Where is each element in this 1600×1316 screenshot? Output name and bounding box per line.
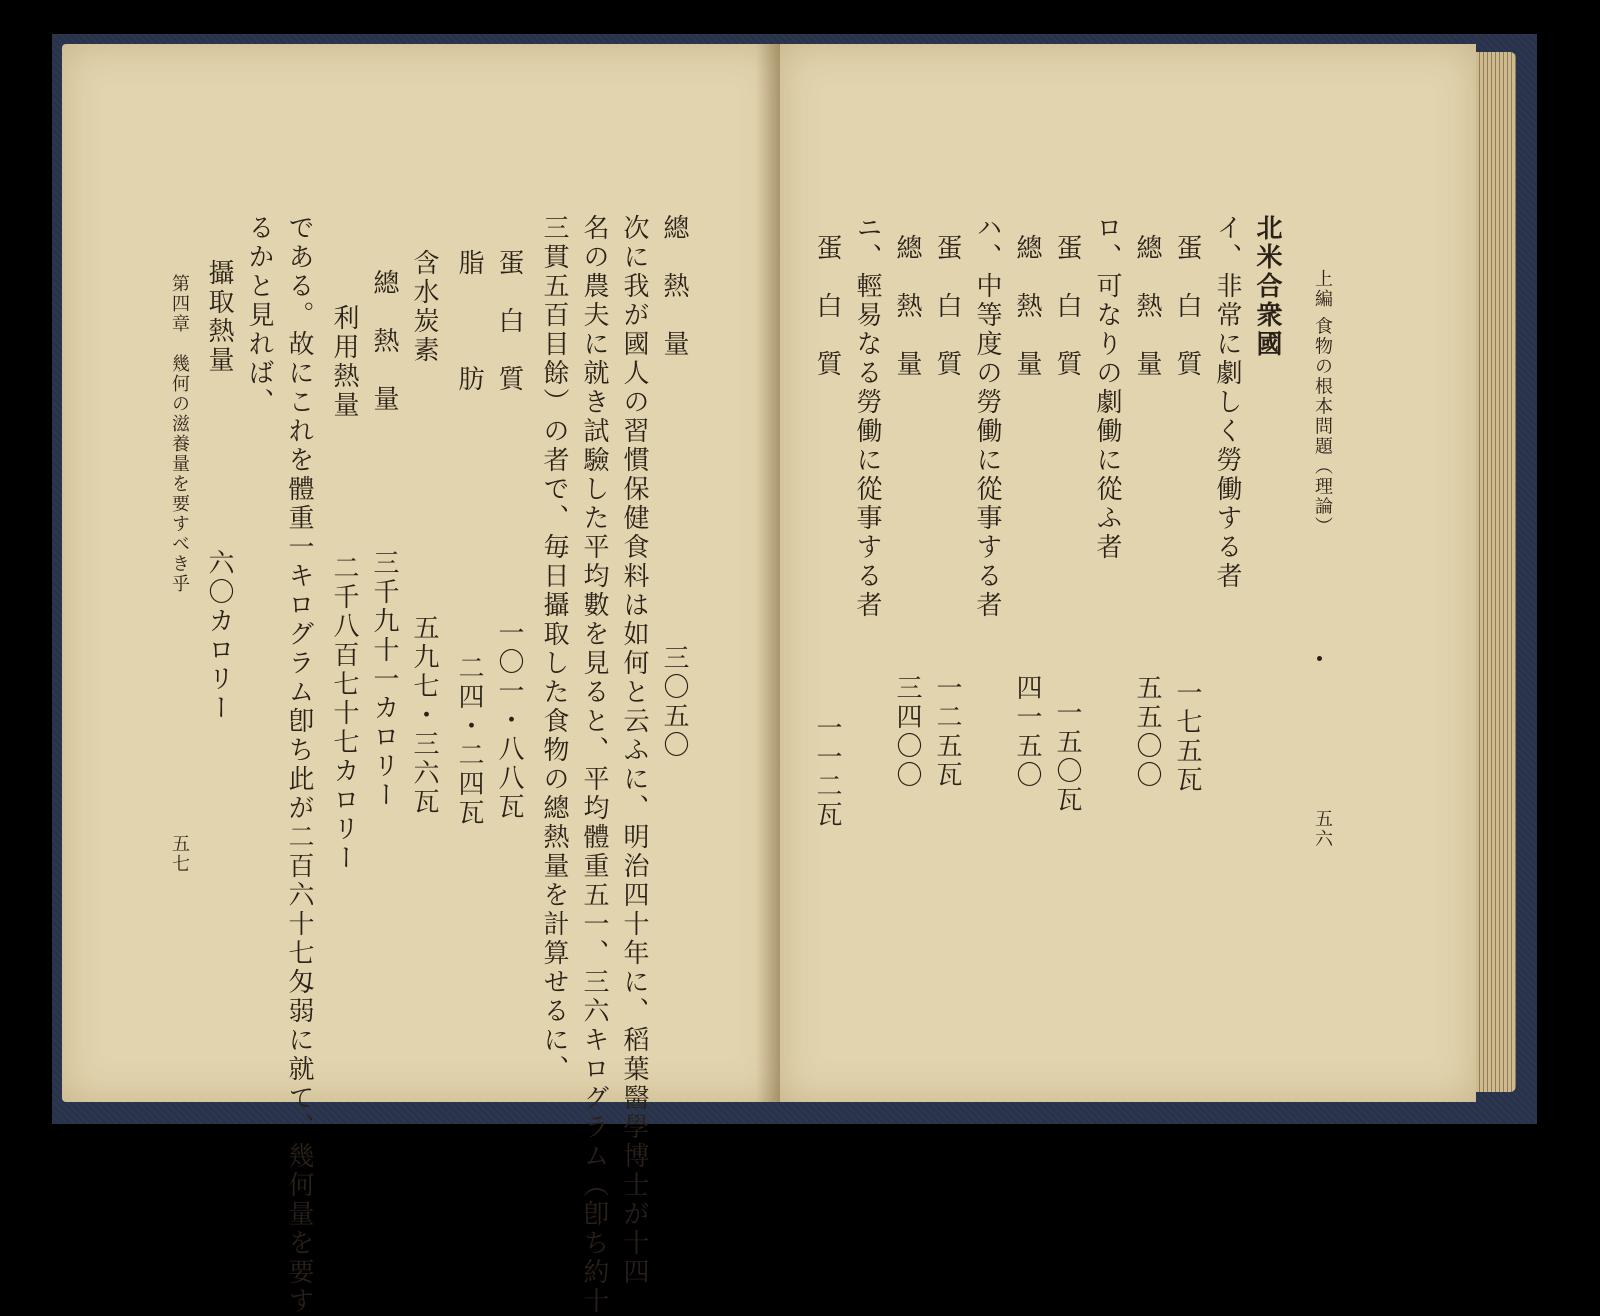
left-page — [62, 44, 780, 1316]
row-fat-label: 脂 肪 — [454, 249, 484, 394]
entry-i-total-value: 五五〇〇 — [1132, 674, 1162, 790]
para2-line1: である。故にこれを體重一キログラム卽ち此が二百六十七匁弱に就て、幾何量を要す — [284, 214, 314, 1316]
page-edges — [1476, 52, 1516, 1092]
row-carb-value: 五九七・三六瓦 — [409, 614, 439, 817]
row-protein-value: 一〇一・八八瓦 — [494, 619, 524, 822]
running-header: 上編 食物の根本問題（理論） — [1312, 269, 1333, 537]
left-page-number: 五七 — [169, 834, 190, 874]
entry-ha-total-value: 三四〇〇 — [892, 674, 922, 790]
entry-i-protein-label: 蛋 白 質 — [1172, 234, 1202, 379]
entry-ro-total-value: 四一五〇 — [1012, 674, 1042, 790]
entry-ha-protein-label: 蛋 白 質 — [932, 234, 962, 379]
row-total-label: 總 熱 量 — [369, 269, 399, 414]
row-fat-value: 二四・二四瓦 — [454, 654, 484, 828]
chapter-footer: 第四章 幾何の滋養量を要すべき乎 — [169, 274, 190, 594]
row-carb-label: 含水炭素 — [409, 249, 439, 365]
para1-line1: 次に我が國人の習慣保健食料は如何と云ふに、明治四十年に、稻葉醫學博士が十四 — [619, 214, 649, 1287]
entry-i-total-label: 總 熱 量 — [1132, 234, 1162, 379]
ink-dot — [1317, 656, 1322, 661]
row-usable-value: 二千八百七十七カロリー — [329, 554, 359, 873]
para2-line2: るかと見れば、 — [244, 214, 274, 417]
para1-line2: 名の農夫に就き試驗した平均數を見ると、平均體重五一、三六キログラム（卽ち約十 — [579, 214, 609, 1316]
row-protein-label: 蛋 白 質 — [494, 249, 524, 394]
right-title: 北米合衆國 — [1252, 214, 1282, 359]
para1-line3: 三貫五百目餘）の者で、毎日攝取した食物の總熱量を計算せるに、 — [539, 214, 569, 1084]
entry-ha-protein-value: 一二五瓦 — [932, 674, 962, 790]
row-intake-value: 六〇カロリー — [204, 549, 234, 723]
left-top-row-label: 總 熱 量 — [659, 214, 689, 359]
entry-i-protein-value: 一七五瓦 — [1172, 679, 1202, 795]
right-page-number: 五六 — [1312, 809, 1333, 849]
heading-ha: ハ、中等度の勞働に從事する者 — [972, 214, 1002, 620]
row-total-value: 三千九十一カロリー — [369, 549, 399, 810]
entry-ni-protein-value: 一一二瓦 — [812, 714, 842, 830]
entry-ro-protein-label: 蛋 白 質 — [1052, 234, 1082, 379]
entry-ha-total-label: 總 熱 量 — [892, 234, 922, 379]
entry-ro-protein-value: 一五〇瓦 — [1052, 699, 1082, 815]
heading-ni: ニ、輕易なる勞働に從事する者 — [852, 214, 882, 620]
entry-ro-total-label: 總 熱 量 — [1012, 234, 1042, 379]
right-page — [780, 44, 1476, 1102]
row-intake-label: 攝取熱量 — [204, 259, 234, 375]
row-usable-label: 利用熱量 — [329, 304, 359, 420]
heading-i: イ、非常に劇しく勞働する者 — [1212, 214, 1242, 591]
heading-ro: ロ、可なりの劇働に從ふ者 — [1092, 214, 1122, 562]
left-top-row-value: 三〇五〇 — [659, 644, 689, 760]
entry-ni-protein-label: 蛋 白 質 — [812, 234, 842, 379]
